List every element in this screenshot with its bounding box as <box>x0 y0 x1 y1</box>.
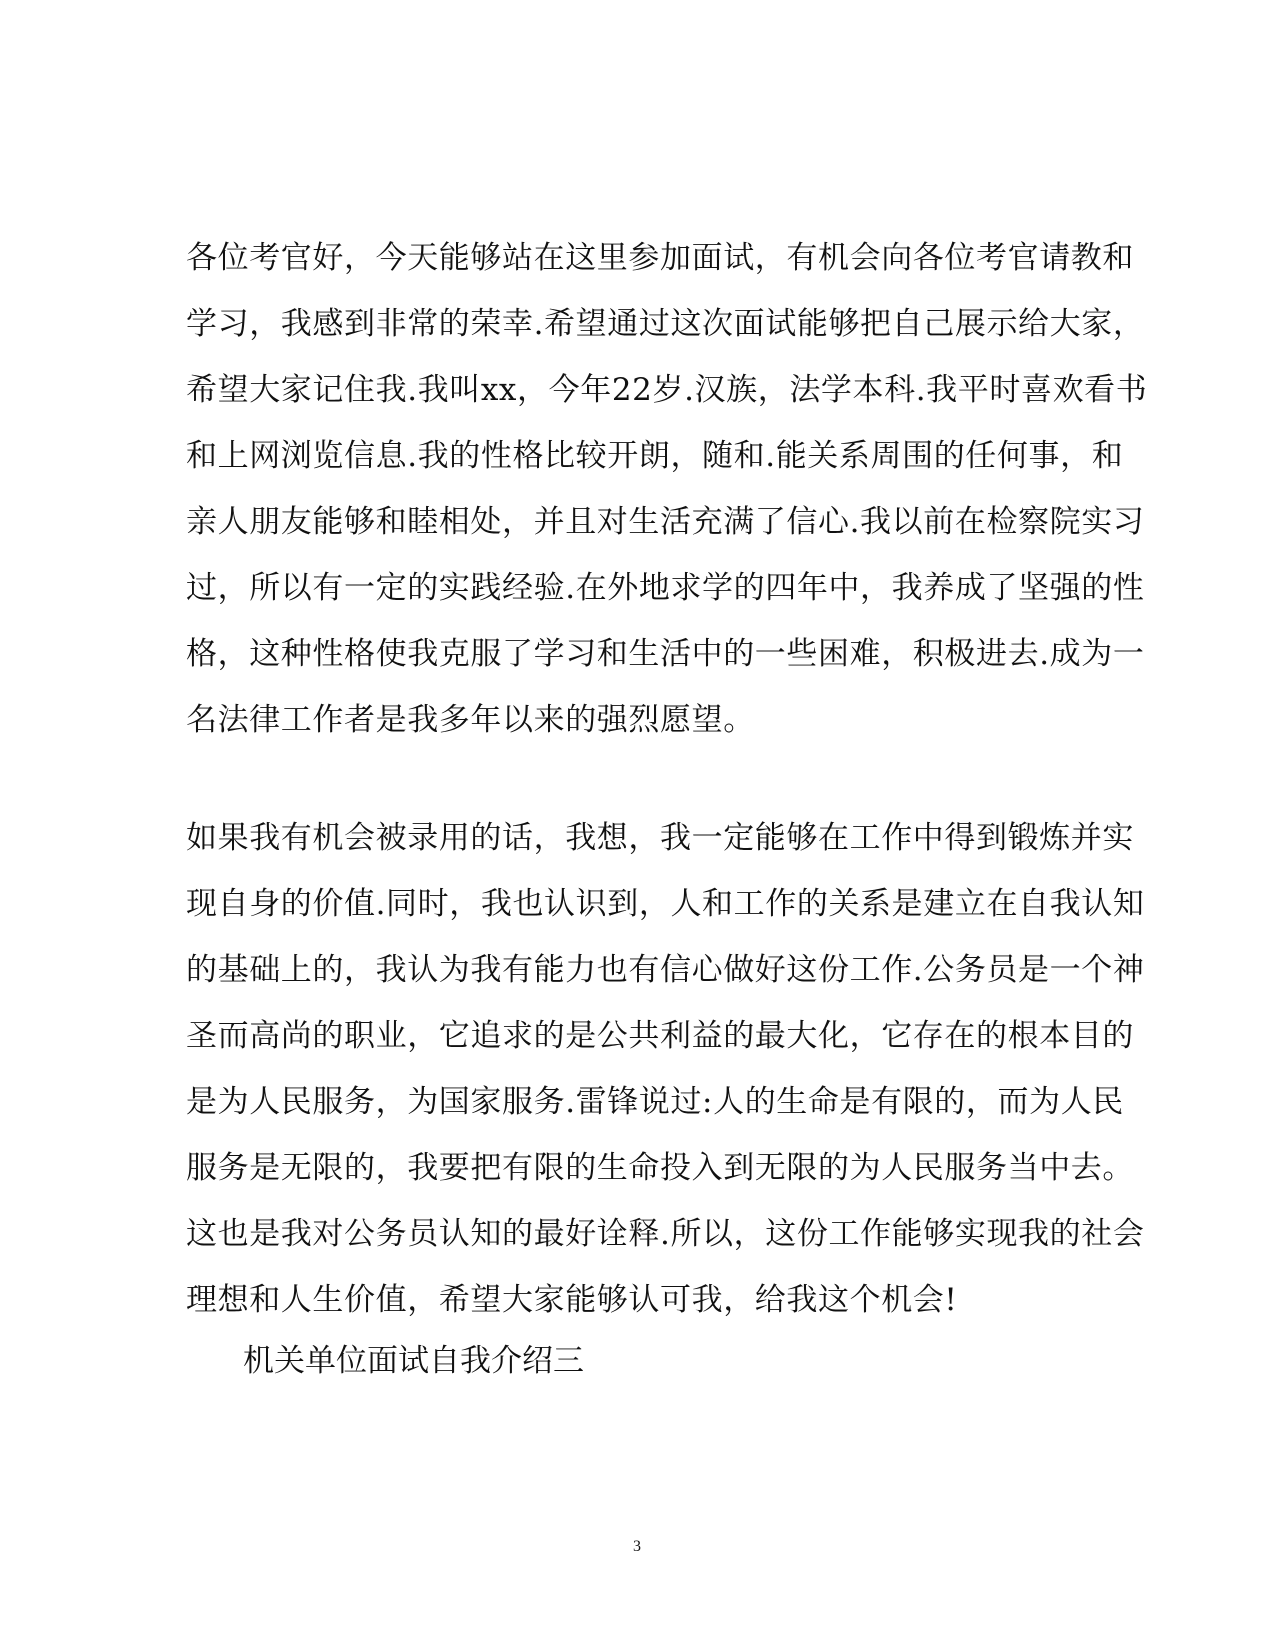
paragraph-line: 希望大家记住我.我叫xx，今年22岁.汉族，法学本科.我平时喜欢看书 <box>186 372 1148 408</box>
paragraph-line: 服务是无限的，我要把有限的生命投入到无限的为人民服务当中去。 <box>186 1150 1134 1186</box>
paragraph-line: 是为人民服务，为国家服务.雷锋说过:人的生命是有限的，而为人民 <box>186 1084 1124 1120</box>
section-subheading: 机关单位面试自我介绍三 <box>243 1343 584 1379</box>
paragraph-line: 的基础上的，我认为我有能力也有信心做好这份工作.公务员是一个神 <box>186 952 1145 988</box>
paragraph-line: 这也是我对公务员认知的最好诠释.所以，这份工作能够实现我的社会 <box>186 1216 1145 1252</box>
paragraph-line: 过，所以有一定的实践经验.在外地求学的四年中，我养成了坚强的性 <box>186 570 1145 606</box>
paragraph-line: 和上网浏览信息.我的性格比较开朗，随和.能关系周围的任何事，和 <box>186 438 1124 474</box>
paragraph-line: 各位考官好，今天能够站在这里参加面试，有机会向各位考官请教和 <box>186 240 1134 276</box>
paragraph-line: 圣而高尚的职业，它追求的是公共利益的最大化，它存在的根本目的 <box>186 1018 1134 1054</box>
paragraph-line: 现自身的价值.同时，我也认识到，人和工作的关系是建立在自我认知 <box>186 886 1145 922</box>
paragraph-line: 学习，我感到非常的荣幸.希望通过这次面试能够把自己展示给大家， <box>186 306 1145 342</box>
paragraph-self-introduction <box>186 225 1148 753</box>
page-number: 3 <box>633 1538 641 1555</box>
paragraph-line: 格，这种性格使我克服了学习和生活中的一些困难，积极进去.成为一 <box>186 636 1145 672</box>
paragraph-career-goals <box>186 805 1145 1333</box>
paragraph-line: 理想和人生价值，希望大家能够认可我，给我这个机会! <box>186 1282 958 1318</box>
paragraph-line: 亲人朋友能够和睦相处，并且对生活充满了信心.我以前在检察院实习 <box>186 504 1145 540</box>
paragraph-line: 如果我有机会被录用的话，我想，我一定能够在工作中得到锻炼并实 <box>186 820 1134 856</box>
paragraph-line: 名法律工作者是我多年以来的强烈愿望。 <box>186 702 755 738</box>
